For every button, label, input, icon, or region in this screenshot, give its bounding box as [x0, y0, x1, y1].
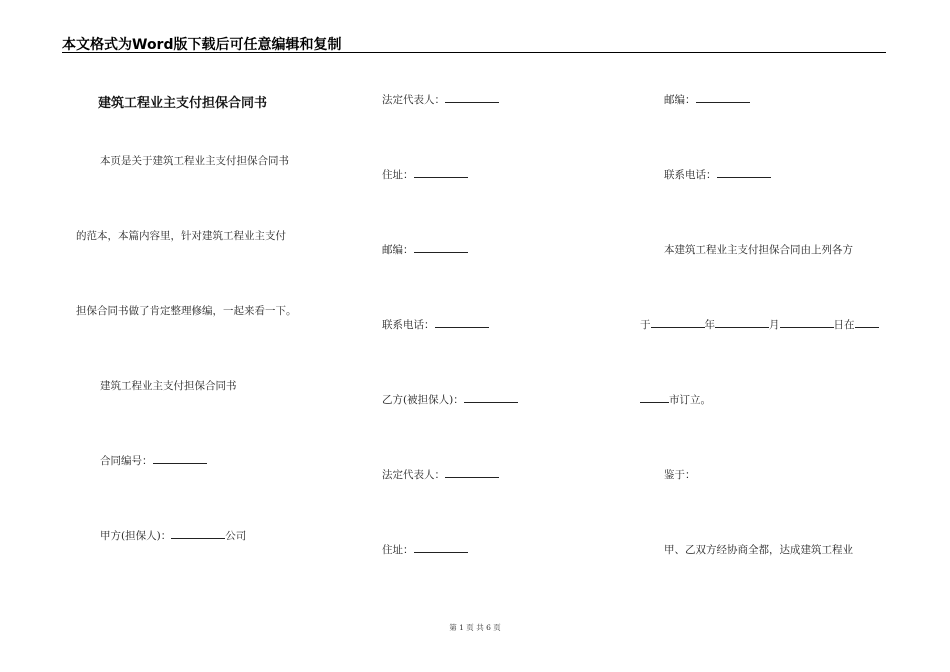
legal-rep-row — [382, 92, 499, 107]
postcode-row-2 — [664, 92, 750, 107]
legal-rep-2-row — [382, 467, 499, 482]
paragraph-line: 本页是关于建筑工程业主支付担保合同书 — [100, 155, 289, 167]
postcode-label-2: 邮编： — [664, 94, 696, 106]
party-a-blank — [171, 528, 225, 539]
legal-rep-label: 法定代表人： — [382, 94, 445, 106]
month-label: 月 — [769, 319, 780, 331]
address-2-row — [382, 542, 468, 557]
date-row — [640, 317, 879, 332]
address-2-label: 住址： — [382, 544, 414, 556]
postcode-blank-2 — [696, 92, 750, 103]
paragraph-line: 担保合同书做了肯定整理修编，一起来看一下。 — [76, 305, 297, 317]
postcode-blank — [414, 242, 468, 253]
postcode-row — [382, 242, 468, 257]
contract-heading: 建筑工程业主支付担保合同书 — [100, 380, 237, 392]
city-blank — [640, 392, 669, 403]
legal-rep-2-label: 法定代表人： — [382, 469, 445, 481]
header-title: 本文格式为Word版下载后可任意编辑和复制 — [62, 37, 342, 53]
whereas: 鉴于： — [664, 469, 696, 481]
party-a-label: 甲方(担保人)： — [100, 530, 172, 542]
place-blank — [855, 317, 879, 328]
contract-number-blank — [153, 453, 207, 464]
party-b-row — [382, 392, 518, 407]
paragraph-line: 甲、乙双方经协商全都，达成建筑工程业 — [664, 544, 853, 556]
day-blank — [780, 317, 834, 328]
day-label: 日在 — [833, 319, 855, 331]
address-row — [382, 167, 468, 182]
page-footer: 第 1 页 共 6 页 — [449, 623, 501, 632]
address-2-blank — [414, 542, 468, 553]
party-b-blank — [464, 392, 518, 403]
party-a-suffix: 公司 — [225, 530, 247, 542]
address-label: 住址： — [382, 169, 414, 181]
city-row — [640, 392, 711, 407]
document-header — [62, 34, 886, 53]
party-b-label: 乙方(被担保人)： — [382, 394, 464, 406]
postcode-label: 邮编： — [382, 244, 414, 256]
party-a-row — [100, 528, 246, 543]
year-label: 年 — [704, 319, 715, 331]
contract-number-row — [100, 453, 207, 468]
phone-row — [382, 317, 489, 332]
paragraph-line: 的范本，本篇内容里，针对建筑工程业主支付 — [76, 230, 286, 242]
date-prefix: 于 — [640, 319, 651, 331]
phone-row-2 — [664, 167, 771, 182]
phone-blank-2 — [717, 167, 771, 178]
document-title: 建筑工程业主支付担保合同书 — [98, 96, 268, 111]
legal-rep-2-blank — [445, 467, 499, 478]
phone-blank — [435, 317, 489, 328]
contract-number-label: 合同编号： — [100, 455, 153, 467]
city-signed: 市订立。 — [669, 394, 711, 406]
phone-label: 联系电话： — [382, 319, 435, 331]
phone-label-2: 联系电话： — [664, 169, 717, 181]
paragraph-line: 本建筑工程业主支付担保合同由上列各方 — [664, 244, 853, 256]
legal-rep-blank — [445, 92, 499, 103]
address-blank — [414, 167, 468, 178]
year-blank — [651, 317, 705, 328]
month-blank — [715, 317, 769, 328]
